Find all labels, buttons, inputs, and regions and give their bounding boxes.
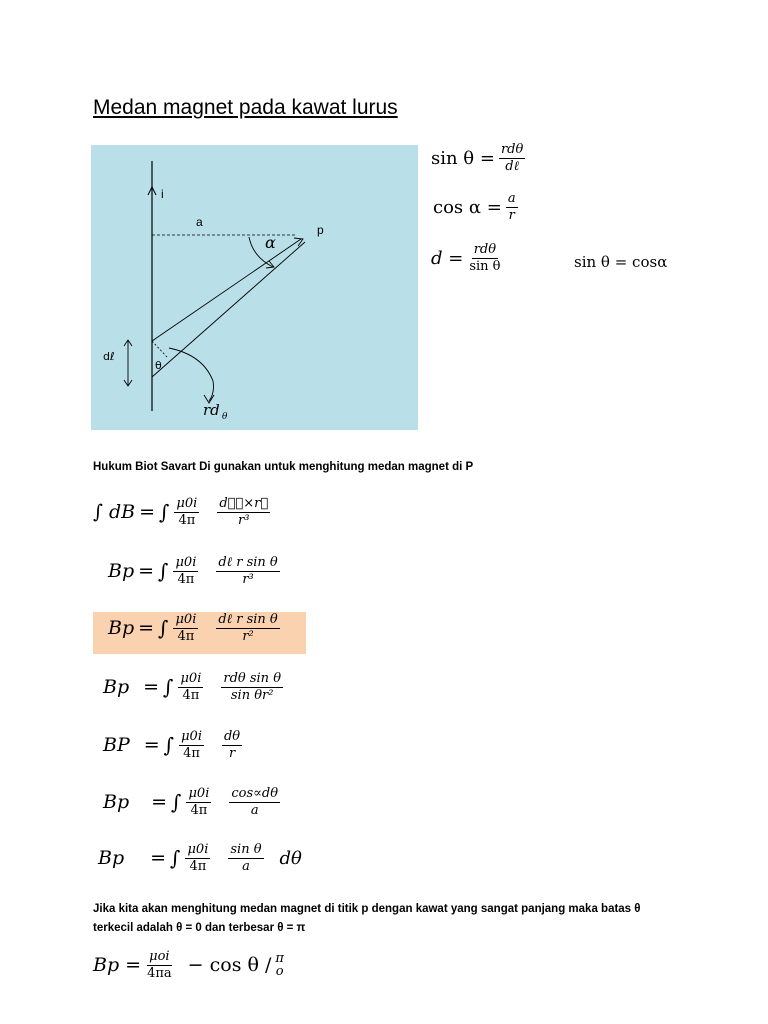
side-eq-1: sin θ = $\frac{\text{rdθ}}{\text{dℓ}}$	[431, 142, 524, 174]
equation-5: BP = ∫ $\frac{\mu 0i}{4\pi}$ $\frac{d\theta}{r}$	[103, 729, 241, 761]
limits-text-line1: Jika kita akan menghitung medan magnet di titik p dengan kawat yang sangat panjang maka batas θ	[93, 903, 641, 915]
side-eq-2: cos α = $\frac{a}{r}$	[433, 191, 516, 223]
label-a: a	[196, 215, 203, 229]
limits-text-line2: terkecil adalah θ = 0 dan terbesar θ = π	[93, 922, 306, 934]
final-equation: Bp = $\frac{\text{μoi}}{4\pi a}$ − cos θ / π o	[93, 949, 284, 981]
label-theta: θ	[155, 359, 162, 372]
page-title: Medan magnet pada kawat lurus	[93, 96, 398, 119]
law-text: Hukum Biot Savart Di gunakan untuk menghitung medan magnet di P	[93, 461, 474, 473]
label-rd-sub: θ	[222, 412, 228, 422]
label-alpha: α	[265, 233, 276, 252]
equation-2: Bp = ∫ $\frac{\mu 0i}{4\pi}$ $\frac{\text{dℓ r sin θ}}{\text{r³}}$	[108, 555, 278, 587]
equation-1: ∫ dB = ∫ $\frac{\mu 0i}{4\pi}$ $\frac{\text{dℓ⃗×r⃗}}{\text{r³}}$	[93, 496, 269, 528]
equation-7: Bp = ∫ $\frac{\mu 0i}{4\pi}$ $\frac{\text{sin θ}}{a}$ dθ	[98, 842, 302, 874]
wire-diagram	[91, 145, 418, 430]
side-eq-3: d = $\frac{\text{rdθ}}{\text{sin θ}}$	[431, 242, 501, 274]
equation-4: Bp = ∫ $\frac{\mu 0i}{4\pi}$ $\frac{\text{rdθ sin θ}}{\text{sin θr²}}$	[103, 671, 282, 703]
diagram-background	[91, 145, 418, 430]
equation-3: Bp = ∫ $\frac{\mu 0i}{4\pi}$ $\frac{\text{dℓ r sin θ}}{\text{r²}}$	[108, 612, 278, 644]
label-i: i	[161, 187, 164, 201]
equation-6: Bp = ∫ $\frac{\mu 0i}{4\pi}$ $\frac{\cos\propto d\theta}{a}$	[103, 786, 279, 818]
side-eq-4: sin θ = cosα	[574, 253, 668, 271]
label-dl: dℓ	[103, 350, 115, 363]
label-rd: rd	[203, 401, 220, 419]
label-p: p	[317, 223, 324, 237]
